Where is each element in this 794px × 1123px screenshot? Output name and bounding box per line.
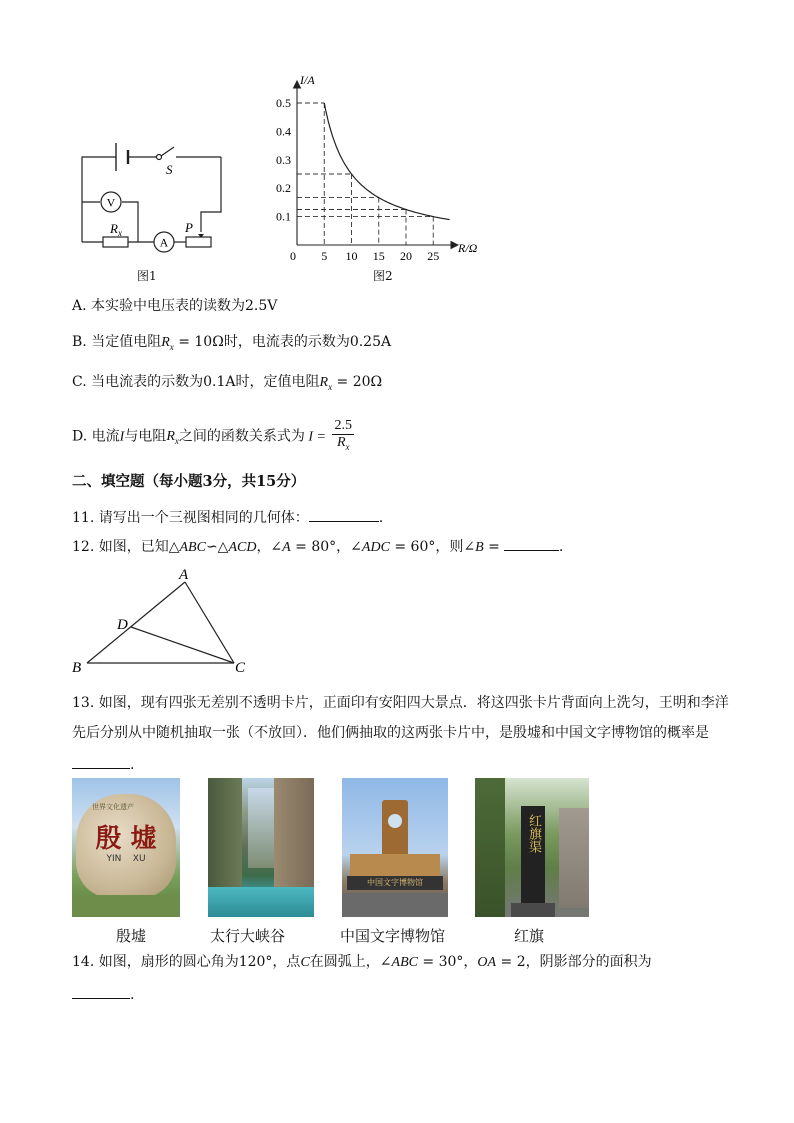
slider-label: P bbox=[185, 220, 193, 235]
option-b: B. 当定值电阻$R_x = 10\Omega$时，电流表的示数为0.25A bbox=[72, 334, 392, 352]
vertex-b: B bbox=[72, 660, 82, 676]
card-caption-museum: 中国文字博物馆 bbox=[340, 927, 446, 945]
y-tick-label: 0.5 bbox=[276, 96, 291, 110]
rx-symbol: $R_x$ bbox=[161, 335, 174, 352]
card-caption-canyon: 太行大峡谷 bbox=[210, 927, 286, 945]
x-tick-label: 25 bbox=[427, 249, 440, 263]
yinxu-sign-top: 世界文化遗产 bbox=[92, 803, 134, 811]
inverse-curve bbox=[324, 103, 449, 220]
x-tick-label: 5 bbox=[321, 249, 328, 263]
fig2-caption: 图2 bbox=[373, 269, 393, 283]
card-museum-photo bbox=[342, 778, 448, 917]
question-12: 12. 如图，已知△ABC∽△ACD，∠A = 80°，∠ADC = 60°，则∠B = . bbox=[72, 536, 563, 558]
y-tick-label: 0.3 bbox=[276, 152, 291, 167]
answer-blank[interactable] bbox=[504, 536, 559, 551]
fig1-caption: 图1 bbox=[137, 269, 157, 283]
x-tick-label: 0 bbox=[290, 249, 296, 263]
hongqi-sign: 红旗渠 bbox=[526, 814, 541, 853]
answer-blank[interactable] bbox=[72, 754, 130, 769]
card-hongqi-photo bbox=[475, 778, 589, 917]
y-tick-label: 0.1 bbox=[276, 209, 291, 224]
resistor-label: $R_x$ bbox=[110, 221, 122, 238]
question-11: 11. 请写出一个三视图相同的几何体： . bbox=[72, 507, 383, 528]
x-tick-label: 10 bbox=[345, 249, 358, 263]
triangle-figure bbox=[68, 566, 258, 678]
y-axis-label: I/A bbox=[300, 73, 315, 87]
museum-sign: 中国文字博物馆 bbox=[347, 876, 443, 890]
x-tick-label: 15 bbox=[372, 249, 385, 263]
question-13-line2: 先后分别从中随机抽取一张（不放回）．他们俩抽取的这两张卡片中，是殷墟和中国文字博物馆的概率是 bbox=[72, 725, 709, 741]
question-13-line1: 13. 如图，现有四张无差别不透明卡片，正面印有安阳四大景点．将这四张卡片背面向上洗匀，王明和李洋 bbox=[72, 695, 729, 711]
x-tick-label: 20 bbox=[400, 249, 412, 263]
card-canyon-photo bbox=[208, 778, 314, 917]
question-14: 14. 如图，扇形的圆心角为120°，点C在圆弧上，∠ABC = 30°，OA = 2，阴影部分的面积为 bbox=[72, 954, 652, 970]
section-heading: 二、填空题（每小题3分，共15分） bbox=[72, 473, 306, 490]
vertex-a: A bbox=[179, 567, 189, 583]
card-caption-hongqi: 红旗 bbox=[514, 927, 545, 945]
option-a: A. 本实验中电压表的读数为2.5V bbox=[72, 298, 278, 314]
circuit-diagram bbox=[70, 130, 240, 280]
rx-symbol: $R_x$ bbox=[319, 375, 333, 392]
switch-label: S bbox=[166, 162, 173, 177]
vertex-c: C bbox=[235, 660, 246, 676]
question-14-line2: . bbox=[72, 984, 134, 1005]
formula-fraction: $\frac{2.5}{R_x}$ bbox=[334, 418, 352, 452]
yinxu-sign: 殷 墟 bbox=[95, 824, 157, 854]
card-caption-yinxu: 殷墟 bbox=[116, 927, 147, 945]
vertex-d: D bbox=[117, 617, 128, 633]
answer-blank[interactable] bbox=[309, 507, 379, 522]
option-d: D. 电流I与电阻$R_x$之间的函数关系式为 I = $\frac{2.5}{R_x}$ bbox=[72, 418, 354, 458]
y-tick-label: 0.4 bbox=[276, 124, 291, 139]
y-tick-label: 0.2 bbox=[276, 181, 291, 196]
ammeter-label: A bbox=[159, 235, 169, 250]
x-axis-label: R/Ω bbox=[458, 241, 478, 255]
question-13-line3: . bbox=[72, 754, 134, 775]
card-yinxu-photo bbox=[72, 778, 180, 917]
voltmeter-label: V bbox=[106, 195, 116, 210]
option-c: C. 当电流表的示数为0.1A时，定值电阻$R_x = 20\Omega$ bbox=[72, 374, 383, 392]
answer-blank[interactable] bbox=[72, 984, 130, 999]
yinxu-sign-sub: YIN XU bbox=[106, 854, 146, 864]
current-resistance-graph bbox=[270, 65, 495, 265]
